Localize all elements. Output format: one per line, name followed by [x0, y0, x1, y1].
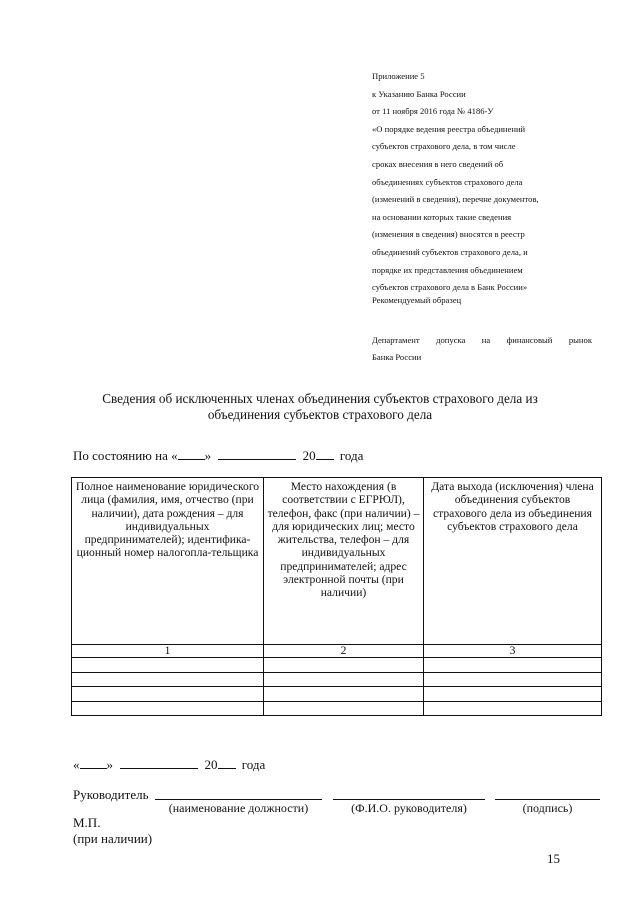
- excluded-members-table: [71, 477, 602, 716]
- as-of-prefix: По состоянию на «: [73, 448, 178, 463]
- table-cell[interactable]: [264, 701, 424, 716]
- annex-line: субъектов страхового дела, в том числе: [372, 141, 516, 152]
- annex-line: (изменения в сведения) вносятся в реестр: [372, 229, 525, 240]
- month-blank: [120, 757, 198, 769]
- position-blank-line[interactable]: [155, 799, 322, 800]
- annex-line: (изменений в сведения), перечне документов,: [372, 194, 539, 205]
- document-title: [60, 391, 580, 423]
- close-quote: »: [204, 448, 212, 463]
- as-of-date-line: [73, 448, 363, 464]
- table-cell[interactable]: [72, 701, 264, 716]
- name-caption: (Ф.И.О. руководителя): [351, 801, 467, 815]
- stamp-label: М.П.: [73, 815, 101, 830]
- annex-line: объединениях субъектов страхового дела: [372, 176, 523, 187]
- table-header-row: [72, 478, 602, 645]
- table-row: [72, 672, 602, 687]
- column-number: 2: [264, 645, 424, 658]
- day-blank: [178, 448, 205, 460]
- department-line: Департамент допуска на финансовый рынок: [372, 335, 592, 345]
- header-cell: Дата выхода (исключения) члена объединения субъектов страхового дела из объединения субъектов страхового дела: [424, 478, 602, 645]
- header-cell: Место нахождения (в соответствии с ЕГРЮЛ), телефон, факс (при наличии) – для юридических лиц; место жительства, телефон – для индивидуальных предпринимателей; адрес электронной почты (при наличии): [264, 478, 424, 645]
- year-prefix: 20: [302, 448, 316, 463]
- year-prefix: 20: [204, 757, 218, 772]
- annex-line: порядке их представления объединением: [372, 264, 523, 275]
- table-cell[interactable]: [72, 658, 264, 673]
- table-cell[interactable]: [424, 658, 602, 673]
- annex-reference: [372, 68, 597, 297]
- header-cell: Полное наименование юридического лица (фамилия, имя, отчество (при наличии), дата рождения – для индивидуальных предпринимателей); идентифика-ционный номер налогопла-тельщика: [72, 478, 264, 645]
- table-cell[interactable]: [72, 687, 264, 702]
- year-suffix: года: [241, 757, 266, 772]
- year-suffix: года: [339, 448, 364, 463]
- column-number: 1: [72, 645, 264, 658]
- table-row: [72, 687, 602, 702]
- annex-line: на основании которых такие сведения: [372, 211, 512, 222]
- annex-line: объединений субъектов страхового дела, и: [372, 246, 528, 257]
- name-blank-line[interactable]: [333, 799, 485, 800]
- signature-caption: (подпись): [522, 801, 573, 815]
- table-cell[interactable]: [424, 701, 602, 716]
- position-caption: (наименование должности): [168, 801, 309, 815]
- stamp-block: [73, 815, 152, 847]
- annex-line: субъектов страхового дела в Банк России»: [372, 282, 528, 293]
- close-quote: »: [106, 757, 113, 772]
- month-blank: [218, 448, 296, 460]
- table-cell[interactable]: [264, 672, 424, 687]
- table-row: [72, 701, 602, 716]
- head-label: Руководитель: [73, 787, 149, 802]
- column-number: 3: [424, 645, 602, 658]
- year-blank: [218, 757, 236, 769]
- annex-line: Приложение 5: [372, 71, 425, 81]
- table-row: [72, 658, 602, 673]
- annex-line: к Указанию Банка России: [372, 88, 466, 99]
- table-cell[interactable]: [264, 658, 424, 673]
- table-cell[interactable]: [264, 687, 424, 702]
- open-quote: «: [73, 757, 80, 772]
- signing-date-line: [73, 757, 265, 773]
- annex-line: «О порядке ведения реестра объединений: [372, 123, 526, 134]
- page-number: 15: [547, 851, 560, 866]
- day-blank: [80, 757, 107, 769]
- signature-blank-line[interactable]: [495, 799, 600, 800]
- table-cell[interactable]: [424, 672, 602, 687]
- table-cell[interactable]: [424, 687, 602, 702]
- stamp-note: (при наличии): [73, 831, 153, 846]
- title-line: объединения субъектов страхового дела: [207, 407, 433, 422]
- recommended-sample-label: Рекомендуемый образец: [372, 295, 462, 305]
- title-line: Сведения об исключенных членах объединения субъектов страхового дела из: [102, 391, 538, 406]
- annex-line: сроках внесения в него сведений об: [372, 158, 504, 169]
- table-cell[interactable]: [72, 672, 264, 687]
- annex-line: от 11 ноября 2016 года № 4186-У: [372, 106, 494, 117]
- department-line: Банка России: [372, 352, 422, 362]
- column-number-row: [72, 645, 602, 658]
- year-blank: [316, 448, 334, 460]
- department-block: [372, 332, 592, 366]
